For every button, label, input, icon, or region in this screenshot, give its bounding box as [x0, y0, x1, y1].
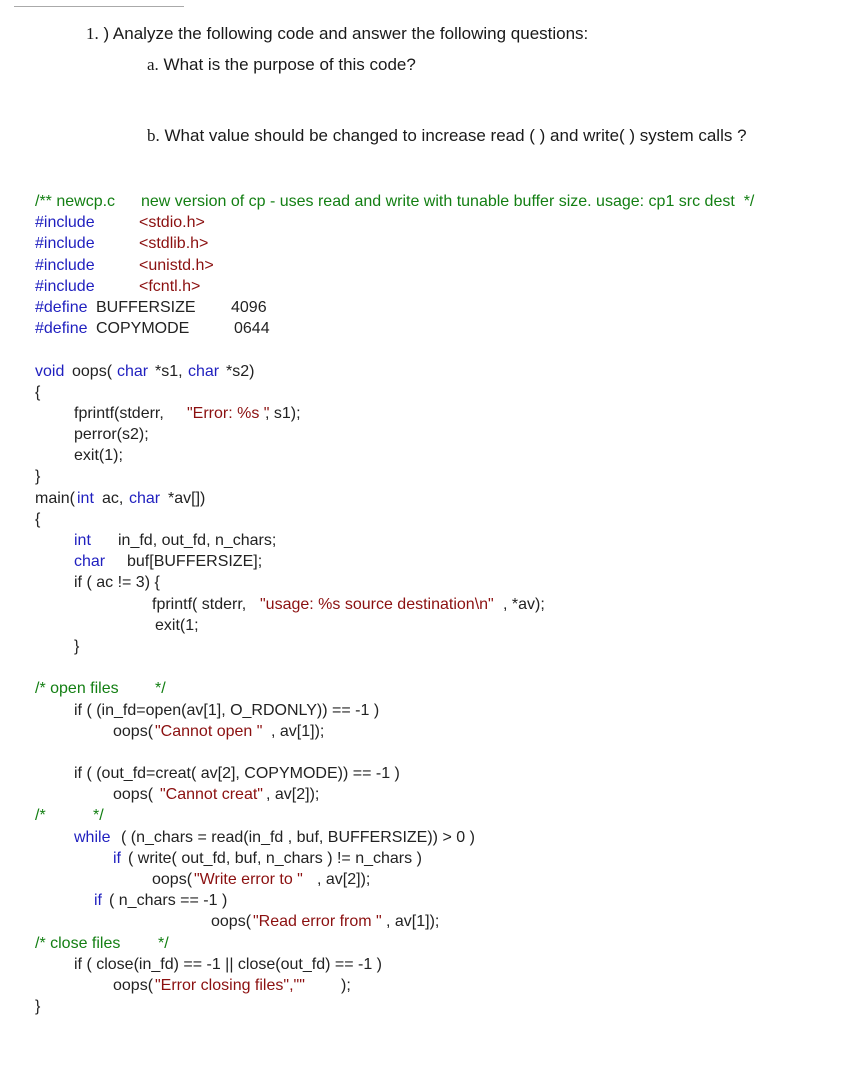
call: oops( — [113, 976, 154, 994]
code-line — [35, 551, 845, 572]
call: fprintf(stderr, — [74, 404, 164, 422]
comment: /* open files — [35, 680, 119, 698]
param: *av[]) — [168, 489, 206, 507]
include-directive: #include — [35, 235, 95, 253]
open-brace: { — [35, 383, 41, 401]
declaration: in_fd, out_fd, n_chars; — [118, 532, 277, 549]
code-line — [35, 848, 845, 869]
code-line — [35, 615, 845, 636]
include-file: <fcntl.h> — [139, 277, 201, 295]
call: , s1); — [265, 404, 301, 422]
comment: /* close files — [35, 934, 121, 952]
code-line — [35, 805, 845, 826]
string-literal: "Cannot open " — [155, 722, 263, 740]
define-name: COPYMODE — [96, 320, 190, 338]
while-keyword: while — [74, 828, 111, 846]
code-line — [35, 763, 845, 784]
call: oops( — [113, 722, 154, 740]
if-statement: if ( (in_fd=open(av[1], O_RDONLY)) == -1 ) — [74, 701, 380, 719]
int-keyword: int — [74, 532, 91, 549]
close-brace: } — [35, 468, 41, 486]
call: , *av); — [503, 595, 545, 613]
if-statement: if ( ac != 3) { — [74, 574, 160, 592]
blank-line — [35, 339, 845, 360]
code-line — [35, 594, 845, 615]
call: , av[2]); — [266, 786, 320, 804]
param: *s2) — [226, 362, 255, 380]
call: ); — [341, 976, 351, 994]
comment: /* — [35, 807, 46, 825]
if-keyword: if — [94, 892, 102, 910]
call: , av[1]); — [386, 913, 440, 931]
function-name: main( — [35, 489, 76, 507]
code-line — [35, 361, 845, 382]
comment: */ — [158, 934, 169, 952]
code-line — [35, 233, 845, 254]
blank-line — [35, 742, 845, 763]
void-keyword: void — [35, 362, 65, 380]
call: exit(1); — [74, 447, 123, 465]
code-line — [35, 382, 845, 403]
call: oops( — [152, 871, 193, 888]
if-keyword: if — [113, 849, 121, 867]
code-line — [35, 445, 845, 466]
define-value: 0644 — [234, 320, 270, 338]
close-brace: } — [74, 637, 80, 655]
if-statement: if ( (out_fd=creat( av[2], COPYMODE)) == -1 ) — [74, 765, 400, 783]
question-intro — [86, 24, 588, 44]
code-line — [35, 700, 845, 721]
function-name: oops( — [72, 362, 113, 380]
define-directive: #define — [35, 320, 88, 338]
question-intro-text: ) Analyze the following code and answer the following questions: — [103, 24, 589, 43]
string-literal: "Cannot creat" — [160, 786, 263, 804]
include-directive: #include — [35, 277, 95, 295]
comment: */ — [93, 807, 104, 825]
code-line — [35, 784, 845, 805]
question-a-label: a. — [147, 55, 159, 74]
int-keyword: int — [77, 489, 94, 507]
code-line — [35, 424, 845, 445]
call: exit(1; — [155, 616, 199, 634]
header-comment: /** newcp.c — [35, 193, 116, 210]
question-number: 1. — [86, 24, 99, 43]
code-line — [35, 636, 845, 657]
code-listing — [35, 191, 845, 1017]
string-literal: "Error: %s " — [187, 404, 270, 422]
string-literal: "Error closing files","" — [155, 976, 305, 994]
header-comment-desc: new version of cp - uses read and write with tunable buffer size. usage: cp1 src dest */ — [141, 193, 755, 210]
comment: */ — [155, 680, 166, 698]
string-literal: "Read error from " — [253, 913, 382, 931]
param: *s1, — [155, 362, 183, 380]
param: ac, — [102, 489, 124, 507]
code-line — [35, 996, 845, 1017]
code-line — [35, 488, 845, 509]
code-line — [35, 530, 845, 551]
declaration: buf[BUFFERSIZE]; — [127, 553, 263, 571]
include-directive: #include — [35, 214, 95, 232]
include-directive: #include — [35, 256, 95, 274]
question-b — [147, 126, 747, 146]
char-keyword: char — [188, 362, 220, 380]
code-line — [35, 827, 845, 848]
char-keyword: char — [74, 553, 106, 571]
while-condition: ( (n_chars = read(in_fd , buf, BUFFERSIZE)) > 0 ) — [121, 828, 475, 846]
code-line — [35, 678, 845, 699]
if-condition: ( write( out_fd, buf, n_chars ) != n_chars ) — [128, 849, 422, 867]
include-file: <stdlib.h> — [139, 235, 209, 253]
code-line — [35, 297, 845, 318]
char-keyword: char — [129, 489, 161, 507]
if-condition: ( n_chars == -1 ) — [109, 892, 228, 910]
code-line — [35, 721, 845, 742]
code-line — [35, 572, 845, 593]
code-line — [35, 191, 845, 212]
code-line — [35, 318, 845, 339]
include-file: <stdio.h> — [139, 214, 205, 232]
call: perror(s2); — [74, 426, 149, 444]
code-line — [35, 255, 845, 276]
question-b-text: What value should be changed to increase read ( ) and write( ) system calls ? — [164, 126, 747, 145]
code-line — [35, 954, 845, 975]
code-line — [35, 509, 845, 530]
question-a — [147, 55, 416, 75]
code-line — [35, 933, 845, 954]
code-line — [35, 890, 845, 911]
call: fprintf( stderr, — [152, 595, 247, 613]
open-brace: { — [35, 510, 41, 528]
blank-line — [35, 657, 845, 678]
call: oops( — [211, 913, 252, 931]
define-value: 4096 — [231, 298, 267, 316]
question-a-text: What is the purpose of this code? — [163, 55, 416, 74]
call: , av[2]); — [317, 871, 371, 888]
string-literal: "usage: %s source destination\n" — [260, 595, 494, 613]
top-divider — [14, 6, 184, 7]
call: oops( — [113, 786, 158, 804]
include-file: <unistd.h> — [139, 256, 214, 274]
code-line — [35, 276, 845, 297]
code-line — [35, 403, 845, 424]
define-directive: #define — [35, 298, 88, 316]
if-statement: if ( close(in_fd) == -1 || close(out_fd) == -1 ) — [74, 955, 382, 973]
close-brace: } — [35, 998, 41, 1016]
code-line — [35, 975, 845, 996]
define-name: BUFFERSIZE — [96, 298, 196, 316]
code-line — [35, 466, 845, 487]
code-line — [35, 911, 845, 932]
char-keyword: char — [117, 362, 149, 380]
question-b-label: b. — [147, 126, 160, 145]
code-line — [35, 869, 845, 890]
call: , av[1]); — [271, 722, 325, 740]
string-literal: "Write error to " — [194, 871, 303, 888]
code-line — [35, 212, 845, 233]
